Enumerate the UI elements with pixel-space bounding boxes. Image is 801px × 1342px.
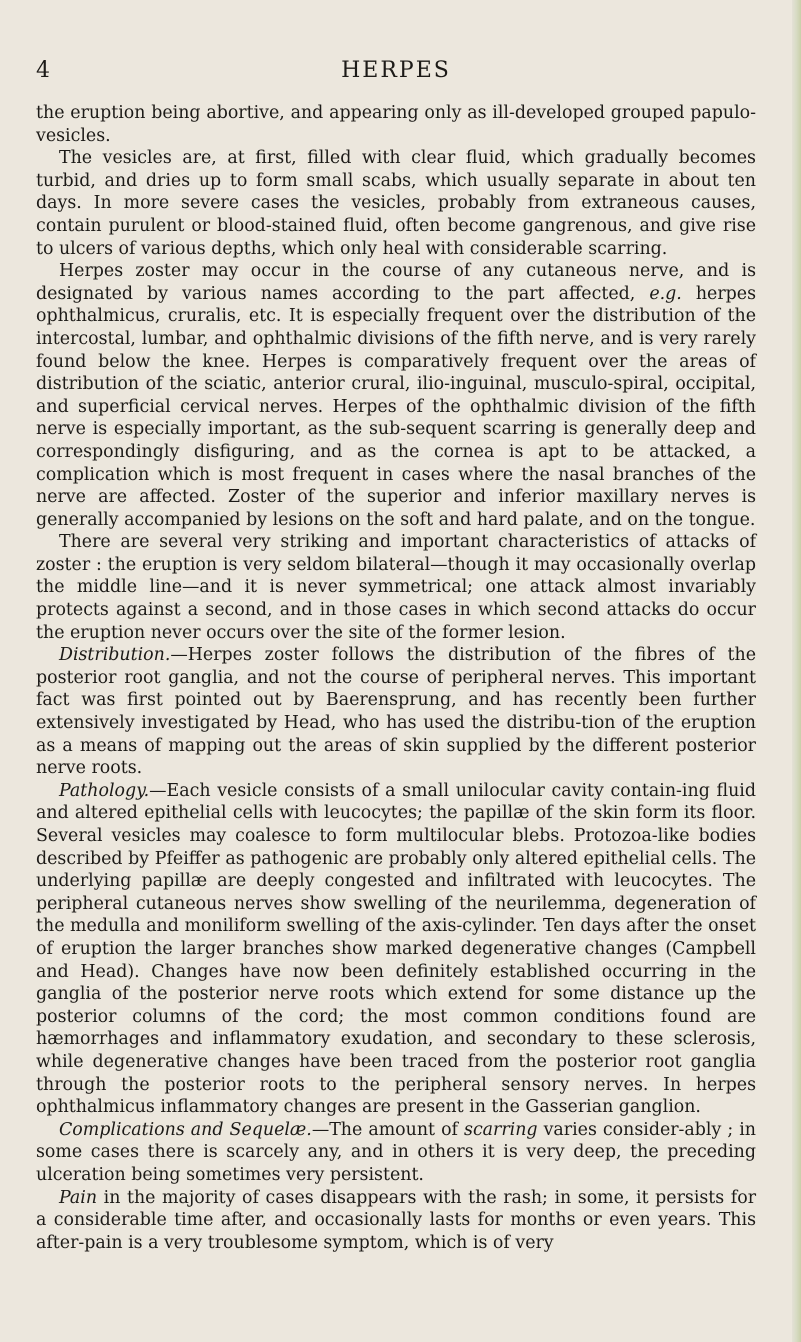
paragraph-text: —The amount of xyxy=(311,1119,458,1140)
paragraph-pain xyxy=(36,1187,756,1255)
running-title: HERPES xyxy=(341,58,451,83)
paragraph-complications xyxy=(36,1119,756,1187)
paragraph-text: There are several very striking and important characteristics of attacks of zoster : the eruption is very seldom bilateral—though it may occasionally overlap the middle line—and it is never symmetrical; one attack almost invariably protects against a second, and in those cases in which second attacks do occur the eruption never occurs over the site of the former lesion. xyxy=(36,532,756,643)
page-header xyxy=(36,58,756,88)
paragraph-distribution xyxy=(36,644,756,780)
paragraph-text: in the majority of cases disappears with the rash; in some, it persists for a considerable time after, and occasionally lasts for months or even years. This after-pain is a very troublesome symptom, which is of very xyxy=(36,1187,757,1253)
paragraph-herpes-zoster xyxy=(36,260,756,531)
page-number: 4 xyxy=(36,58,51,83)
section-lead-distribution: Distribution. xyxy=(59,645,171,666)
paragraph-text: Herpes zoster may occur in the course of any cutaneous nerve, and is designated by various names according to the part affected, xyxy=(36,261,756,304)
paragraph-vesicles xyxy=(36,147,756,260)
section-lead-pain: Pain xyxy=(59,1187,98,1208)
paragraph-continuation xyxy=(36,102,756,147)
paragraph-text: varies consider-ably ; in some cases there is scarcely any, and in others it is very deep, the preceding ulceration being sometimes very persistent. xyxy=(36,1119,756,1185)
scarring-term: scarring xyxy=(464,1119,538,1140)
paragraph-characteristics xyxy=(36,531,756,644)
paragraph-text: The vesicles are, at first, filled with clear fluid, which gradually becomes turbid, and dries up to form small scabs, which usually separate in about ten days. In more severe cases the vesicles, probably from extraneous causes, contain purulent or blood-stained fluid, often become gangrenous, and give rise to ulcers of various depths, which only heal with considerable scarring. xyxy=(36,148,756,259)
body-text xyxy=(36,102,756,1254)
eg-abbreviation: e.g. xyxy=(649,283,682,304)
section-lead-complications: Complications and Sequelæ. xyxy=(59,1119,312,1140)
paragraph-text: the eruption being abortive, and appearing only as ill-developed grouped papulo-vesicles. xyxy=(36,103,756,146)
section-lead-pathology: Pathology. xyxy=(59,780,150,801)
paragraph-text: —Herpes zoster follows the distribution of the fibres of the posterior root ganglia, and not the course of peripheral nerves. This important fact was first pointed out by Baerensprung, and has recently been further extensively investigated by Head, who has used the distribu-tion of the eruption as a means of mapping out the areas of skin supplied by the different posterior nerve roots. xyxy=(36,645,756,779)
paragraph-pathology xyxy=(36,780,756,1119)
paragraph-text: herpes ophthalmicus, cruralis, etc. It is especially frequent over the distribution of the intercostal, lumbar, and ophthalmic divisions of the fifth nerve, and is very rarely found below the knee. Herpes is comparatively frequent over the areas of distribution of the sciatic, anterior crural, ilio-inguinal, musculo-spiral, occipital, and superficial cervical nerves. Herpes of the ophthalmic division of the fifth nerve is especially important, as the sub-sequent scarring is generally deep and correspondingly disfiguring, and as the cornea is apt to be attacked, a complication which is most frequent in cases where the nasal branches of the nerve are affected. Zoster of the superior and inferior maxillary nerves is generally accompanied by lesions on the soft and hard palate, and on the tongue. xyxy=(36,283,757,530)
paragraph-text: —Each vesicle consists of a small unilocular cavity contain-ing fluid and altered epithelial cells with leucocytes; the papillæ of the skin form its floor. Several vesicles may coalesce to form multilocular blebs. Protozoa-like bodies described by Pfeiffer as pathogenic are probably only altered epithelial cells. The underlying papillæ are deeply congested and infiltrated with leucocytes. The peripheral cutaneous nerves show swelling of the neurilemma, degeneration of the medulla and moniliform swelling of the axis-cylinder. Ten days after the onset of eruption the larger branches show marked degenerative changes (Campbell and Head). Changes have now been definitely established occurring in the ganglia of the posterior nerve roots which extend for some distance up the posterior columns of the cord; the most common conditions found are hæmorrhages and inflammatory exudation, and secondary to these sclerosis, while degenerative changes have been traced from the posterior root ganglia through the posterior roots to the peripheral sensory nerves. In herpes ophthalmicus inflammatory changes are present in the Gasserian ganglion. xyxy=(36,780,756,1118)
page-edge xyxy=(792,0,801,1342)
